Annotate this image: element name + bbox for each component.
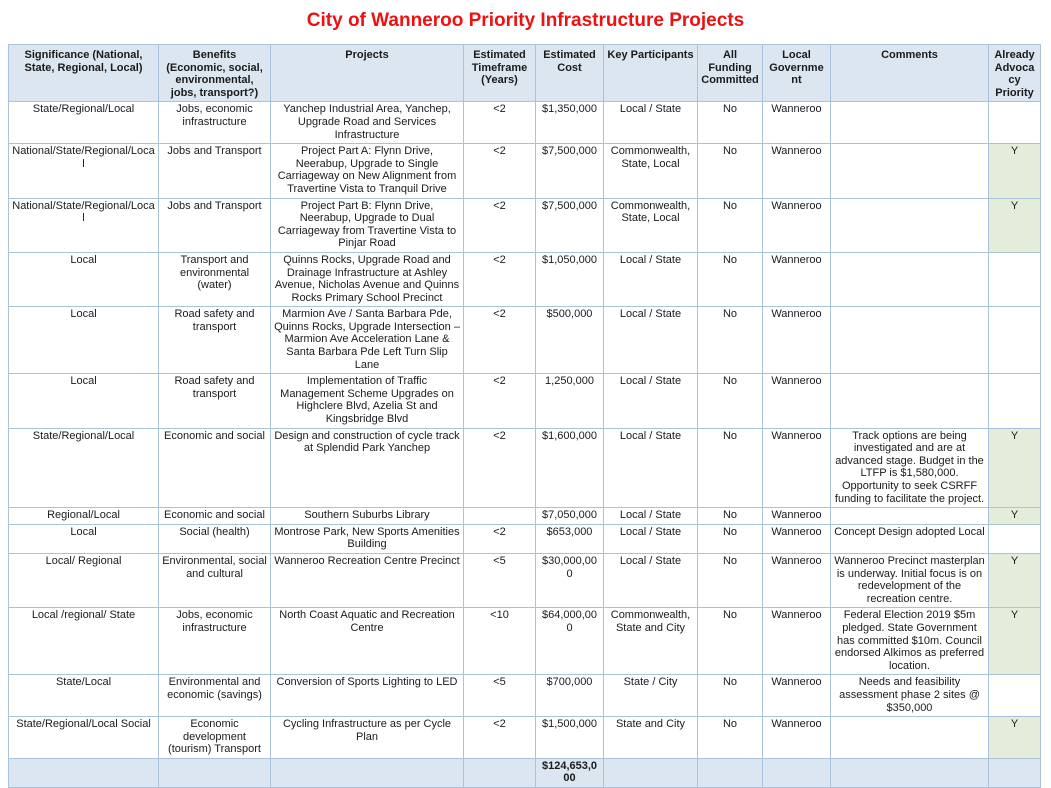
projects-table — [8, 44, 1041, 788]
table-row — [9, 252, 1041, 306]
cell-benefits: Environmental and economic (savings) — [159, 675, 271, 717]
cell-advocacy — [989, 675, 1041, 717]
cell-comments — [831, 307, 989, 374]
cell-project: Southern Suburbs Library — [271, 508, 464, 525]
total-cell-local-government — [763, 758, 831, 787]
column-header-participants: Key Participants — [604, 45, 698, 102]
table-row — [9, 144, 1041, 198]
column-header-local-government: Local Government — [763, 45, 831, 102]
cell-funding: No — [698, 675, 763, 717]
cell-advocacy: Y — [989, 144, 1041, 198]
cell-advocacy: Y — [989, 198, 1041, 252]
cell-cost: $7,500,000 — [536, 198, 604, 252]
table-row — [9, 717, 1041, 759]
cell-benefits: Economic development (tourism) Transport — [159, 717, 271, 759]
table-row — [9, 675, 1041, 717]
table-row — [9, 374, 1041, 428]
cell-benefits: Economic and social — [159, 428, 271, 508]
cell-project: Implementation of Traffic Management Scheme Upgrades on Highclere Blvd, Azelia St and Kingsbridge Blvd — [271, 374, 464, 428]
cell-benefits: Social (health) — [159, 524, 271, 553]
cell-funding: No — [698, 553, 763, 607]
cell-comments — [831, 198, 989, 252]
cell-significance: Local — [9, 307, 159, 374]
cell-funding: No — [698, 374, 763, 428]
cell-timeframe — [464, 508, 536, 525]
cell-advocacy — [989, 524, 1041, 553]
cell-benefits: Jobs and Transport — [159, 144, 271, 198]
table-footer — [9, 758, 1041, 787]
total-cell-advocacy — [989, 758, 1041, 787]
cell-timeframe: <2 — [464, 144, 536, 198]
cell-cost: $7,050,000 — [536, 508, 604, 525]
cell-benefits: Jobs and Transport — [159, 198, 271, 252]
cell-advocacy: Y — [989, 608, 1041, 675]
cell-local-government: Wanneroo — [763, 553, 831, 607]
cell-timeframe: <2 — [464, 307, 536, 374]
cell-advocacy: Y — [989, 717, 1041, 759]
cell-participants: Local / State — [604, 508, 698, 525]
cell-cost: $1,600,000 — [536, 428, 604, 508]
table-row — [9, 553, 1041, 607]
cell-funding: No — [698, 428, 763, 508]
cell-participants: State / City — [604, 675, 698, 717]
column-header-significance: Significance (National, State, Regional, Local) — [9, 45, 159, 102]
cell-participants: Local / State — [604, 553, 698, 607]
cell-comments — [831, 102, 989, 144]
cell-cost: $1,050,000 — [536, 252, 604, 306]
cell-significance: Local — [9, 374, 159, 428]
column-header-comments: Comments — [831, 45, 989, 102]
cell-local-government: Wanneroo — [763, 508, 831, 525]
total-cell-significance — [9, 758, 159, 787]
cell-funding: No — [698, 198, 763, 252]
table-row — [9, 608, 1041, 675]
cell-significance: State/Regional/Local — [9, 102, 159, 144]
cell-local-government: Wanneroo — [763, 675, 831, 717]
total-cell-timeframe — [464, 758, 536, 787]
cell-benefits: Transport and environmental (water) — [159, 252, 271, 306]
cell-advocacy: Y — [989, 508, 1041, 525]
cell-cost: $7,500,000 — [536, 144, 604, 198]
cell-project: Wanneroo Recreation Centre Precinct — [271, 553, 464, 607]
table-row — [9, 508, 1041, 525]
cell-funding: No — [698, 524, 763, 553]
cell-comments: Track options are being investigated and are at advanced stage. Budget in the LTFP is $1,580,000. Opportunity to seek CSRFF funding to facilitate the project. — [831, 428, 989, 508]
cell-participants: Local / State — [604, 428, 698, 508]
cell-cost: $700,000 — [536, 675, 604, 717]
cell-timeframe: <2 — [464, 102, 536, 144]
cell-significance: Local — [9, 252, 159, 306]
cell-benefits: Economic and social — [159, 508, 271, 525]
cell-timeframe: <2 — [464, 198, 536, 252]
cell-participants: Commonwealth, State and City — [604, 608, 698, 675]
cell-project: Quinns Rocks, Upgrade Road and Drainage Infrastructure at Ashley Avenue, Nicholas Avenue and Quinns Rocks Primary School Precinct — [271, 252, 464, 306]
cell-funding: No — [698, 508, 763, 525]
cell-local-government: Wanneroo — [763, 252, 831, 306]
cell-timeframe: <2 — [464, 252, 536, 306]
total-cell-funding — [698, 758, 763, 787]
cell-project: Conversion of Sports Lighting to LED — [271, 675, 464, 717]
cell-local-government: Wanneroo — [763, 428, 831, 508]
cell-advocacy: Y — [989, 428, 1041, 508]
cell-local-government: Wanneroo — [763, 307, 831, 374]
cell-participants: Local / State — [604, 524, 698, 553]
cell-significance: Local/ Regional — [9, 553, 159, 607]
cell-advocacy — [989, 374, 1041, 428]
cell-comments — [831, 374, 989, 428]
column-header-projects: Projects — [271, 45, 464, 102]
column-header-funding: All Funding Committed — [698, 45, 763, 102]
cell-participants: Commonwealth, State, Local — [604, 198, 698, 252]
cell-advocacy — [989, 307, 1041, 374]
cell-comments: Wanneroo Precinct masterplan is underway. Initial focus is on redevelopment of the recreation centre. — [831, 553, 989, 607]
column-header-advocacy: Already Advocacy Priority — [989, 45, 1041, 102]
cell-cost: $1,350,000 — [536, 102, 604, 144]
cell-significance: Regional/Local — [9, 508, 159, 525]
total-cell-participants — [604, 758, 698, 787]
cell-benefits: Environmental, social and cultural — [159, 553, 271, 607]
cell-comments — [831, 252, 989, 306]
cell-advocacy: Y — [989, 553, 1041, 607]
cell-benefits: Road safety and transport — [159, 374, 271, 428]
cell-comments — [831, 717, 989, 759]
cell-significance: National/State/Regional/Local — [9, 198, 159, 252]
cell-significance: State/Local — [9, 675, 159, 717]
cell-timeframe: <2 — [464, 524, 536, 553]
total-estimated-cost: $124,653,000 — [536, 758, 604, 787]
cell-timeframe: <10 — [464, 608, 536, 675]
cell-funding: No — [698, 252, 763, 306]
table-header — [9, 45, 1041, 102]
cell-project: Project Part A: Flynn Drive, Neerabup, Upgrade to Single Carriageway on New Alignment from Travertine Vista to Tranquil Drive — [271, 144, 464, 198]
cell-comments — [831, 144, 989, 198]
table-row — [9, 102, 1041, 144]
cell-comments: Needs and feasibility assessment phase 2 sites @ $350,000 — [831, 675, 989, 717]
total-row — [9, 758, 1041, 787]
cell-cost: $1,500,000 — [536, 717, 604, 759]
page-title: City of Wanneroo Priority Infrastructure Projects — [306, 10, 745, 31]
column-header-timeframe: Estimated Timeframe (Years) — [464, 45, 536, 102]
cell-benefits: Jobs, economic infrastructure — [159, 608, 271, 675]
column-header-benefits: Benefits (Economic, social, environmental, jobs, transport?) — [159, 45, 271, 102]
cell-project: North Coast Aquatic and Recreation Centre — [271, 608, 464, 675]
cell-project: Project Part B: Flynn Drive, Neerabup, Upgrade to Dual Carriageway from Travertine Vista to Pinjar Road — [271, 198, 464, 252]
cell-local-government: Wanneroo — [763, 374, 831, 428]
cell-significance: State/Regional/Local — [9, 428, 159, 508]
cell-advocacy — [989, 102, 1041, 144]
total-cell-comments — [831, 758, 989, 787]
cell-local-government: Wanneroo — [763, 717, 831, 759]
cell-cost: $653,000 — [536, 524, 604, 553]
table-row — [9, 198, 1041, 252]
cell-local-government: Wanneroo — [763, 524, 831, 553]
cell-participants: Local / State — [604, 102, 698, 144]
table-row — [9, 428, 1041, 508]
cell-significance: Local /regional/ State — [9, 608, 159, 675]
cell-local-government: Wanneroo — [763, 608, 831, 675]
cell-timeframe: <5 — [464, 675, 536, 717]
cell-project: Montrose Park, New Sports Amenities Building — [271, 524, 464, 553]
cell-local-government: Wanneroo — [763, 198, 831, 252]
cell-benefits: Road safety and transport — [159, 307, 271, 374]
cell-participants: Local / State — [604, 307, 698, 374]
cell-comments: Concept Design adopted Local — [831, 524, 989, 553]
cell-timeframe: <2 — [464, 717, 536, 759]
cell-timeframe: <2 — [464, 428, 536, 508]
cell-funding: No — [698, 144, 763, 198]
total-cell-projects — [271, 758, 464, 787]
cell-project: Marmion Ave / Santa Barbara Pde, Quinns Rocks, Upgrade Intersection – Marmion Ave Acceleration Lane & Santa Barbara Pde Left Turn Slip Lane — [271, 307, 464, 374]
cell-funding: No — [698, 307, 763, 374]
cell-cost: $500,000 — [536, 307, 604, 374]
cell-local-government: Wanneroo — [763, 102, 831, 144]
cell-funding: No — [698, 717, 763, 759]
total-cell-benefits — [159, 758, 271, 787]
cell-funding: No — [698, 102, 763, 144]
cell-participants: State and City — [604, 717, 698, 759]
cell-comments: Federal Election 2019 $5m pledged. State Government has committed $10m. Council endorsed Alkimos as preferred location. — [831, 608, 989, 675]
table-row — [9, 524, 1041, 553]
cell-timeframe: <2 — [464, 374, 536, 428]
header-row — [9, 45, 1041, 102]
cell-benefits: Jobs, economic infrastructure — [159, 102, 271, 144]
cell-project: Yanchep Industrial Area, Yanchep, Upgrade Road and Services Infrastructure — [271, 102, 464, 144]
cell-comments — [831, 508, 989, 525]
cell-local-government: Wanneroo — [763, 144, 831, 198]
table-body — [9, 102, 1041, 759]
cell-funding: No — [698, 608, 763, 675]
cell-cost: $64,000,000 — [536, 608, 604, 675]
table-row — [9, 307, 1041, 374]
cell-participants: Local / State — [604, 374, 698, 428]
cell-cost: $30,000,000 — [536, 553, 604, 607]
cell-project: Cycling Infrastructure as per Cycle Plan — [271, 717, 464, 759]
cell-timeframe: <5 — [464, 553, 536, 607]
cell-participants: Local / State — [604, 252, 698, 306]
cell-significance: State/Regional/Local Social — [9, 717, 159, 759]
cell-project: Design and construction of cycle track at Splendid Park Yanchep — [271, 428, 464, 508]
cell-participants: Commonwealth, State, Local — [604, 144, 698, 198]
cell-significance: Local — [9, 524, 159, 553]
column-header-cost: Estimated Cost — [536, 45, 604, 102]
cell-cost: 1,250,000 — [536, 374, 604, 428]
cell-significance: National/State/Regional/Local — [9, 144, 159, 198]
cell-advocacy — [989, 252, 1041, 306]
